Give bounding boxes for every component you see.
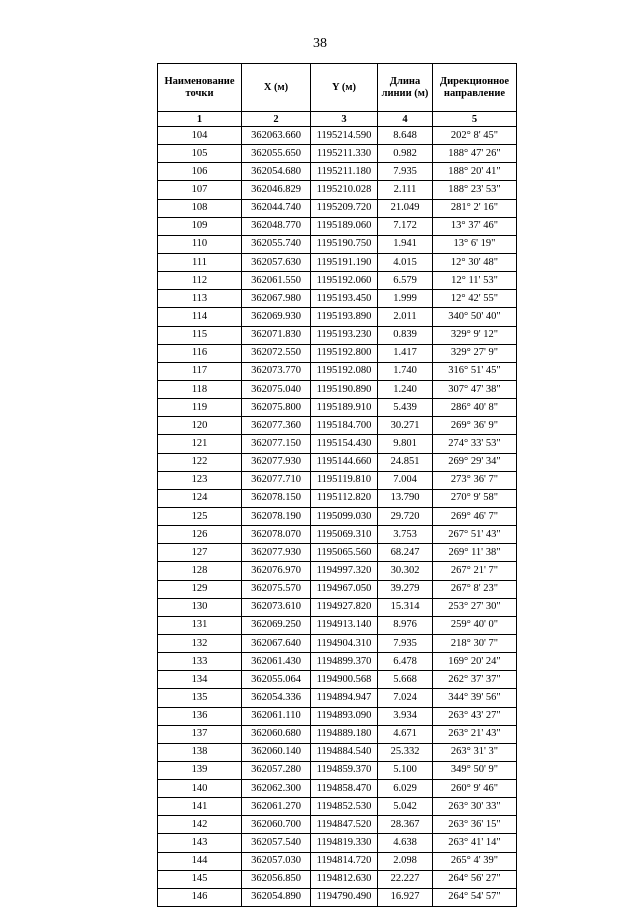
header-line-length: Длина линии (м) [378,64,433,112]
table-row [158,816,517,834]
cell-x: 362078.190 [242,507,311,525]
cell-x: 362071.830 [242,326,311,344]
cell-x: 362057.540 [242,834,311,852]
cell-point-name: 146 [158,888,242,906]
table-row [158,217,517,235]
cell-y: 1195190.750 [311,235,378,253]
cell-direction: 263° 31' 3" [433,743,517,761]
table-row [158,507,517,525]
cell-point-name: 144 [158,852,242,870]
header-point-name: Наименование точки [158,64,242,112]
cell-x: 362055.650 [242,145,311,163]
cell-point-name: 108 [158,199,242,217]
cell-point-name: 121 [158,435,242,453]
cell-line-length: 6.579 [378,272,433,290]
cell-direction: 253° 27' 30" [433,598,517,616]
table-row [158,253,517,271]
cell-point-name: 118 [158,380,242,398]
table-row [158,435,517,453]
cell-x: 362048.770 [242,217,311,235]
cell-direction: 267° 21' 7" [433,562,517,580]
table-row [158,761,517,779]
cell-line-length: 15.314 [378,598,433,616]
cell-point-name: 111 [158,253,242,271]
cell-x: 362054.680 [242,163,311,181]
cell-y: 1195069.310 [311,526,378,544]
cell-point-name: 140 [158,780,242,798]
cell-line-length: 5.668 [378,671,433,689]
cell-x: 362067.980 [242,290,311,308]
cell-line-length: 2.011 [378,308,433,326]
cell-direction: 263° 21' 43" [433,725,517,743]
cell-x: 362061.110 [242,707,311,725]
table-row [158,562,517,580]
cell-direction: 259° 40' 0" [433,616,517,634]
table-row [158,780,517,798]
table-body [158,127,517,907]
cell-line-length: 30.271 [378,417,433,435]
cell-point-name: 133 [158,653,242,671]
cell-line-length: 5.042 [378,798,433,816]
cell-line-length: 29.720 [378,507,433,525]
cell-y: 1195214.590 [311,127,378,145]
cell-x: 362055.740 [242,235,311,253]
cell-direction: 263° 30' 33" [433,798,517,816]
cell-point-name: 112 [158,272,242,290]
table-row [158,725,517,743]
cell-x: 362072.550 [242,344,311,362]
cell-direction: 307° 47' 38" [433,380,517,398]
table-row [158,580,517,598]
table-row [158,127,517,145]
cell-line-length: 30.302 [378,562,433,580]
cell-line-length: 25.332 [378,743,433,761]
cell-y: 1195191.190 [311,253,378,271]
cell-x: 362057.630 [242,253,311,271]
cell-x: 362060.700 [242,816,311,834]
cell-x: 362077.710 [242,471,311,489]
cell-point-name: 104 [158,127,242,145]
cell-y: 1195184.700 [311,417,378,435]
cell-y: 1195154.430 [311,435,378,453]
table-row [158,489,517,507]
cell-direction: 13° 37' 46" [433,217,517,235]
table-row [158,417,517,435]
cell-point-name: 117 [158,362,242,380]
cell-y: 1194884.540 [311,743,378,761]
cell-x: 362077.930 [242,544,311,562]
cell-x: 362062.300 [242,780,311,798]
cell-line-length: 5.100 [378,761,433,779]
cell-line-length: 7.004 [378,471,433,489]
cell-direction: 286° 40' 8" [433,399,517,417]
cell-direction: 269° 46' 7" [433,507,517,525]
cell-point-name: 135 [158,689,242,707]
header-x: X (м) [242,64,311,112]
cell-line-length: 2.098 [378,852,433,870]
cell-y: 1194967.050 [311,580,378,598]
cell-x: 362061.270 [242,798,311,816]
cell-line-length: 4.671 [378,725,433,743]
cell-direction: 263° 41' 14" [433,834,517,852]
column-number: 2 [242,112,311,127]
cell-point-name: 130 [158,598,242,616]
coordinates-table [157,63,517,907]
cell-direction: 269° 36' 9" [433,417,517,435]
table-row [158,290,517,308]
cell-y: 1194997.320 [311,562,378,580]
cell-y: 1195144.660 [311,453,378,471]
cell-direction: 269° 11' 38" [433,544,517,562]
cell-direction: 12° 30' 48" [433,253,517,271]
cell-line-length: 68.247 [378,544,433,562]
cell-y: 1194852.530 [311,798,378,816]
cell-direction: 263° 43' 27" [433,707,517,725]
cell-line-length: 6.029 [378,780,433,798]
cell-line-length: 4.015 [378,253,433,271]
cell-line-length: 3.753 [378,526,433,544]
cell-line-length: 9.801 [378,435,433,453]
cell-y: 1194894.947 [311,689,378,707]
cell-direction: 202° 8' 45" [433,127,517,145]
table-row [158,344,517,362]
cell-line-length: 2.111 [378,181,433,199]
table-row [158,380,517,398]
cell-x: 362060.140 [242,743,311,761]
cell-y: 1195192.800 [311,344,378,362]
cell-point-name: 123 [158,471,242,489]
cell-direction: 316° 51' 45" [433,362,517,380]
cell-y: 1195119.810 [311,471,378,489]
cell-x: 362077.360 [242,417,311,435]
table-row [158,798,517,816]
cell-direction: 263° 36' 15" [433,816,517,834]
cell-line-length: 1.740 [378,362,433,380]
cell-y: 1194847.520 [311,816,378,834]
cell-line-length: 39.279 [378,580,433,598]
table-row [158,671,517,689]
column-number: 4 [378,112,433,127]
cell-direction: 169° 20' 24" [433,653,517,671]
cell-point-name: 126 [158,526,242,544]
cell-point-name: 105 [158,145,242,163]
cell-direction: 329° 9' 12" [433,326,517,344]
table-row [158,707,517,725]
table-row [158,653,517,671]
cell-x: 362078.150 [242,489,311,507]
cell-direction: 12° 42' 55" [433,290,517,308]
cell-line-length: 8.648 [378,127,433,145]
cell-x: 362075.570 [242,580,311,598]
table-row [158,235,517,253]
cell-x: 362061.430 [242,653,311,671]
cell-direction: 349° 50' 9" [433,761,517,779]
cell-direction: 281° 2' 16" [433,199,517,217]
cell-direction: 273° 36' 7" [433,471,517,489]
cell-direction: 265° 4' 39" [433,852,517,870]
cell-direction: 264° 54' 57" [433,888,517,906]
cell-x: 362063.660 [242,127,311,145]
table-row [158,145,517,163]
cell-direction: 267° 51' 43" [433,526,517,544]
table-row [158,163,517,181]
cell-x: 362057.280 [242,761,311,779]
column-number: 1 [158,112,242,127]
cell-direction: 188° 23' 53" [433,181,517,199]
table-row [158,308,517,326]
cell-x: 362057.030 [242,852,311,870]
cell-line-length: 1.417 [378,344,433,362]
cell-direction: 344° 39' 56" [433,689,517,707]
column-number-row [158,112,517,127]
cell-x: 362060.680 [242,725,311,743]
cell-point-name: 119 [158,399,242,417]
cell-y: 1195210.028 [311,181,378,199]
cell-direction: 188° 47' 26" [433,145,517,163]
cell-y: 1194893.090 [311,707,378,725]
cell-x: 362073.770 [242,362,311,380]
cell-direction: 260° 9' 46" [433,780,517,798]
table-row [158,616,517,634]
cell-y: 1194819.330 [311,834,378,852]
cell-line-length: 28.367 [378,816,433,834]
cell-point-name: 109 [158,217,242,235]
table-row [158,199,517,217]
cell-line-length: 1.941 [378,235,433,253]
cell-line-length: 16.927 [378,888,433,906]
cell-line-length: 21.049 [378,199,433,217]
cell-y: 1194904.310 [311,634,378,652]
cell-y: 1195112.820 [311,489,378,507]
cell-line-length: 6.478 [378,653,433,671]
table-row [158,326,517,344]
cell-x: 362069.930 [242,308,311,326]
cell-line-length: 24.851 [378,453,433,471]
cell-direction: 269° 29' 34" [433,453,517,471]
cell-line-length: 1.240 [378,380,433,398]
cell-point-name: 125 [158,507,242,525]
cell-point-name: 120 [158,417,242,435]
cell-direction: 262° 37' 37" [433,671,517,689]
cell-point-name: 141 [158,798,242,816]
cell-point-name: 143 [158,834,242,852]
cell-line-length: 8.976 [378,616,433,634]
cell-point-name: 137 [158,725,242,743]
cell-y: 1195190.890 [311,380,378,398]
cell-point-name: 122 [158,453,242,471]
cell-x: 362067.640 [242,634,311,652]
cell-y: 1194858.470 [311,780,378,798]
cell-y: 1195189.910 [311,399,378,417]
cell-point-name: 106 [158,163,242,181]
cell-direction: 12° 11' 53" [433,272,517,290]
cell-x: 362075.040 [242,380,311,398]
table-row [158,181,517,199]
cell-x: 362077.930 [242,453,311,471]
cell-x: 362061.550 [242,272,311,290]
cell-point-name: 145 [158,870,242,888]
table-row [158,362,517,380]
cell-x: 362056.850 [242,870,311,888]
table-row [158,399,517,417]
table-row [158,634,517,652]
page-number: 38 [313,36,327,51]
cell-point-name: 115 [158,326,242,344]
cell-y: 1194913.140 [311,616,378,634]
cell-x: 362077.150 [242,435,311,453]
cell-point-name: 132 [158,634,242,652]
cell-direction: 218° 30' 7" [433,634,517,652]
cell-y: 1195192.080 [311,362,378,380]
cell-direction: 274° 33' 53" [433,435,517,453]
cell-line-length: 7.935 [378,634,433,652]
cell-y: 1195193.230 [311,326,378,344]
cell-x: 362044.740 [242,199,311,217]
table-row [158,852,517,870]
cell-y: 1194812.630 [311,870,378,888]
cell-y: 1195065.560 [311,544,378,562]
cell-x: 362069.250 [242,616,311,634]
cell-point-name: 131 [158,616,242,634]
cell-direction: 270° 9' 58" [433,489,517,507]
cell-line-length: 4.638 [378,834,433,852]
cell-direction: 340° 50' 40" [433,308,517,326]
cell-line-length: 7.024 [378,689,433,707]
header-direction: Дирекционное направление [433,64,517,112]
cell-direction: 267° 8' 23" [433,580,517,598]
cell-direction: 329° 27' 9" [433,344,517,362]
cell-x: 362076.970 [242,562,311,580]
cell-direction: 264° 56' 27" [433,870,517,888]
table-row [158,743,517,761]
cell-line-length: 13.790 [378,489,433,507]
table-header-row [158,64,517,112]
cell-point-name: 114 [158,308,242,326]
cell-line-length: 5.439 [378,399,433,417]
cell-x: 362055.064 [242,671,311,689]
cell-line-length: 22.227 [378,870,433,888]
cell-y: 1194859.370 [311,761,378,779]
cell-y: 1194899.370 [311,653,378,671]
cell-direction: 13° 6' 19" [433,235,517,253]
cell-point-name: 138 [158,743,242,761]
cell-point-name: 134 [158,671,242,689]
cell-line-length: 7.172 [378,217,433,235]
cell-x: 362054.336 [242,689,311,707]
cell-point-name: 116 [158,344,242,362]
cell-y: 1194790.490 [311,888,378,906]
table-row [158,471,517,489]
cell-y: 1194900.568 [311,671,378,689]
cell-y: 1195189.060 [311,217,378,235]
cell-line-length: 0.982 [378,145,433,163]
cell-line-length: 3.934 [378,707,433,725]
cell-y: 1195193.450 [311,290,378,308]
table-row [158,888,517,906]
cell-point-name: 127 [158,544,242,562]
cell-point-name: 110 [158,235,242,253]
cell-x: 362078.070 [242,526,311,544]
cell-x: 362073.610 [242,598,311,616]
table-row [158,453,517,471]
cell-y: 1195209.720 [311,199,378,217]
table-row [158,870,517,888]
cell-y: 1195211.180 [311,163,378,181]
column-number: 5 [433,112,517,127]
cell-point-name: 139 [158,761,242,779]
table-row [158,689,517,707]
cell-y: 1194889.180 [311,725,378,743]
cell-direction: 188° 20' 41" [433,163,517,181]
cell-line-length: 0.839 [378,326,433,344]
cell-y: 1194927.820 [311,598,378,616]
cell-point-name: 129 [158,580,242,598]
header-y: Y (м) [311,64,378,112]
cell-x: 362075.800 [242,399,311,417]
cell-y: 1195099.030 [311,507,378,525]
cell-point-name: 107 [158,181,242,199]
table-row [158,544,517,562]
cell-y: 1195192.060 [311,272,378,290]
column-number: 3 [311,112,378,127]
cell-point-name: 142 [158,816,242,834]
table-row [158,526,517,544]
cell-y: 1195193.890 [311,308,378,326]
table-row [158,834,517,852]
cell-x: 362054.890 [242,888,311,906]
cell-point-name: 128 [158,562,242,580]
cell-y: 1195211.330 [311,145,378,163]
cell-x: 362046.829 [242,181,311,199]
cell-y: 1194814.720 [311,852,378,870]
cell-point-name: 136 [158,707,242,725]
cell-line-length: 7.935 [378,163,433,181]
cell-point-name: 113 [158,290,242,308]
table-row [158,272,517,290]
cell-line-length: 1.999 [378,290,433,308]
table-row [158,598,517,616]
cell-point-name: 124 [158,489,242,507]
